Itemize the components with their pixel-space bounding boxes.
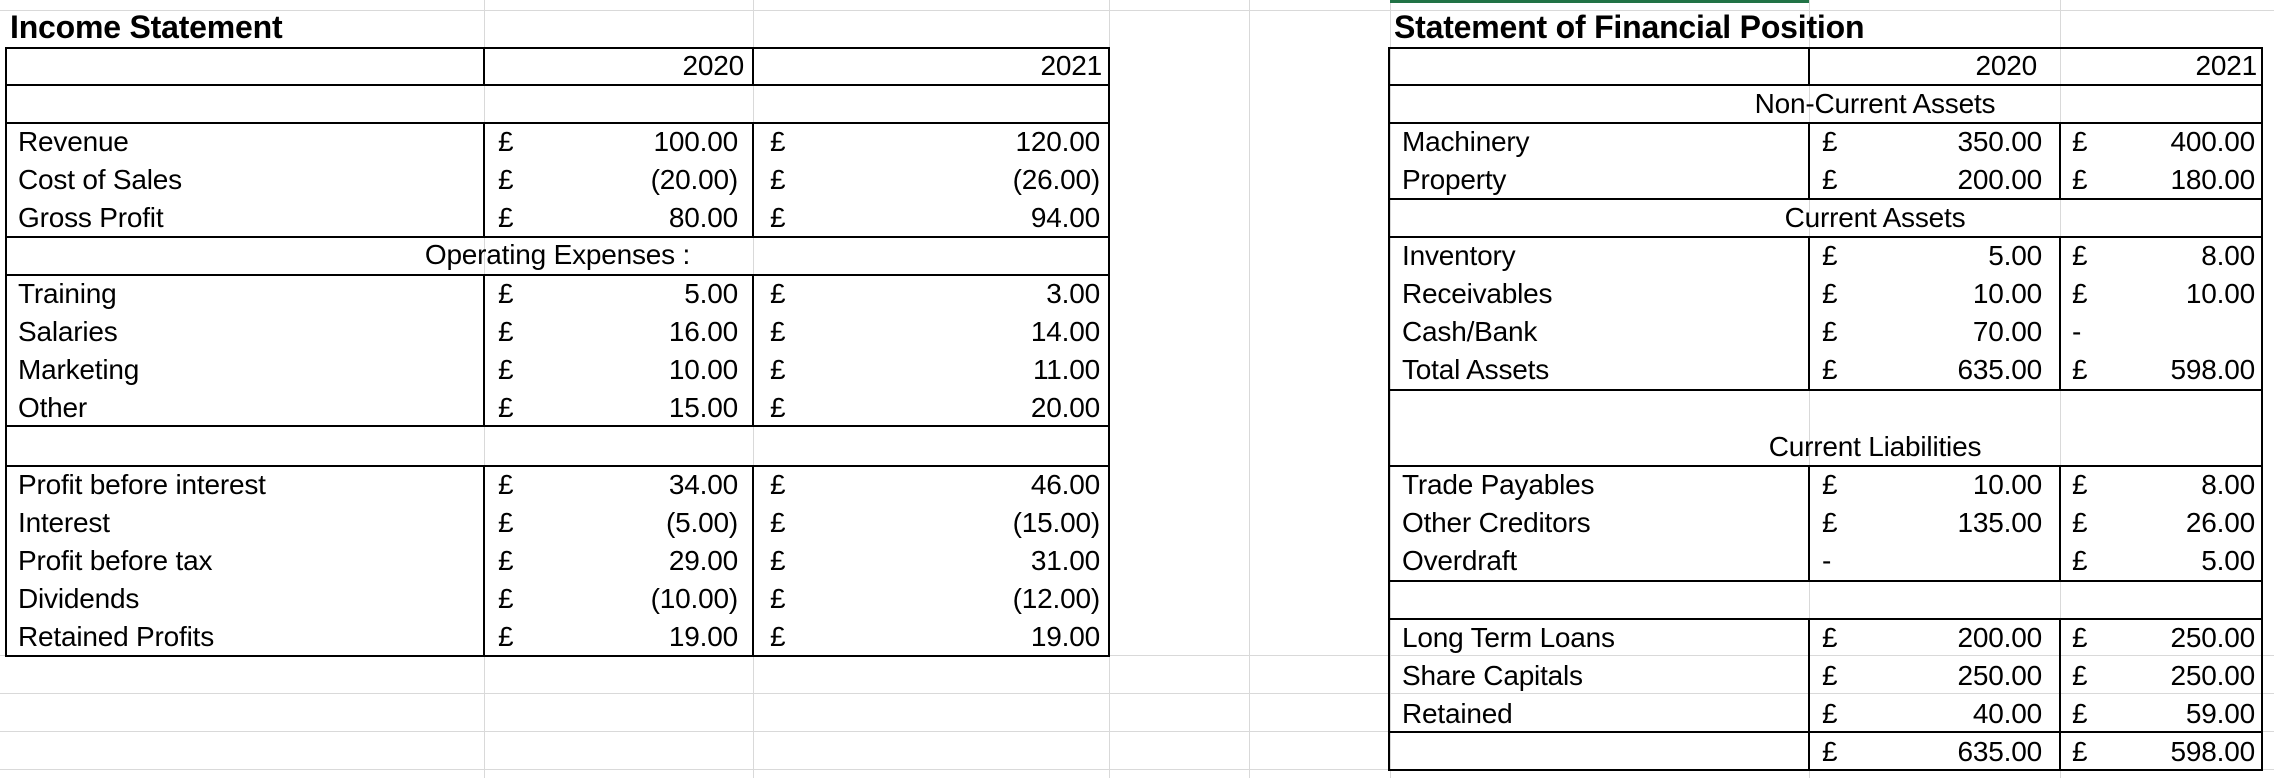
value-2020: (5.00) (666, 507, 738, 538)
value-2021: 94.00 (1030, 202, 1100, 233)
row-label: Property (1402, 164, 1507, 195)
row-label: Total Assets (1402, 354, 1550, 385)
row-label: Interest (18, 507, 110, 538)
currency-symbol: £ (498, 278, 514, 309)
value-2021: 26.00 (2185, 507, 2255, 538)
value-2020: 250.00 (1957, 660, 2042, 691)
border (1108, 47, 1110, 657)
value-2021: 14.00 (1030, 316, 1100, 347)
currency-symbol: £ (770, 583, 786, 614)
value-2020: 350.00 (1957, 126, 2042, 157)
border (483, 465, 485, 657)
border (752, 274, 754, 427)
currency-symbol: - (1822, 545, 1832, 576)
value-2021: 20.00 (1030, 392, 1100, 423)
value-2021: 120.00 (1015, 126, 1100, 157)
value-2020: 635.00 (1957, 354, 2042, 385)
value-2021: 10.00 (2185, 278, 2255, 309)
row-label: Share Capitals (1402, 660, 1583, 691)
value-2020: 40.00 (1972, 698, 2042, 729)
row-label: Trade Payables (1402, 469, 1595, 500)
selection-accent (1390, 0, 1809, 3)
currency-symbol: £ (770, 202, 786, 233)
value-2020: 135.00 (1957, 507, 2042, 538)
current-liabilities-heading: Current Liabilities (1768, 431, 1982, 462)
row-label: Machinery (1402, 126, 1530, 157)
currency-symbol: £ (2072, 469, 2088, 500)
row-label: Retained Profits (18, 621, 215, 652)
currency-symbol: £ (2072, 240, 2088, 271)
currency-symbol: £ (1822, 660, 1838, 691)
row-label: Revenue (18, 126, 129, 157)
gridline (1249, 0, 1250, 778)
currency-symbol: £ (770, 164, 786, 195)
border (2059, 122, 2061, 200)
current-assets-heading: Current Assets (1784, 202, 1966, 233)
currency-symbol: £ (770, 392, 786, 423)
value-2021: 180.00 (2170, 164, 2255, 195)
currency-symbol: £ (1822, 278, 1838, 309)
value-2020: 5.00 (1988, 240, 2042, 271)
currency-symbol: £ (2072, 126, 2088, 157)
currency-symbol: £ (498, 354, 514, 385)
border (483, 122, 485, 238)
currency-symbol: £ (770, 278, 786, 309)
operating-expenses-heading: Operating Expenses : (424, 239, 691, 270)
border (752, 47, 754, 85)
border (752, 122, 754, 238)
value-2020: 34.00 (668, 469, 738, 500)
row-label: Inventory (1402, 240, 1516, 271)
border (2059, 618, 2061, 771)
value-2021: 3.00 (1046, 278, 1100, 309)
currency-symbol: £ (770, 621, 786, 652)
currency-symbol: £ (770, 469, 786, 500)
value-2021: 250.00 (2170, 660, 2255, 691)
border (1808, 47, 1810, 85)
value-2021: 31.00 (1030, 545, 1100, 576)
value-2021: 8.00 (2201, 240, 2255, 271)
income-statement-title: Income Statement (10, 9, 283, 45)
value-2021: (15.00) (1012, 507, 1100, 538)
border (5, 47, 7, 657)
value-2020: 10.00 (1972, 469, 2042, 500)
currency-symbol: £ (1822, 469, 1838, 500)
year-header-2020: 2020 (682, 50, 744, 81)
currency-symbol: £ (770, 126, 786, 157)
value-2021: 400.00 (2170, 126, 2255, 157)
row-label: Dividends (18, 583, 140, 614)
currency-symbol: £ (498, 392, 514, 423)
border (483, 47, 485, 85)
border (1388, 47, 1390, 771)
row-label: Salaries (18, 316, 118, 347)
border (483, 274, 485, 427)
currency-symbol: £ (498, 583, 514, 614)
row-label: Receivables (1402, 278, 1553, 309)
currency-symbol: £ (1822, 354, 1838, 385)
value-2020: (10.00) (650, 583, 738, 614)
currency-symbol: £ (498, 545, 514, 576)
row-label: Training (18, 278, 117, 309)
value-2020: 635.00 (1957, 736, 2042, 767)
currency-symbol: £ (498, 621, 514, 652)
value-2021: 598.00 (2170, 736, 2255, 767)
border (2059, 236, 2061, 391)
row-label: Marketing (18, 354, 140, 385)
currency-symbol: £ (498, 202, 514, 233)
currency-symbol: £ (2072, 622, 2088, 653)
row-label: Long Term Loans (1402, 622, 1615, 653)
year-header-2021: 2021 (1040, 50, 1102, 81)
currency-symbol: £ (498, 126, 514, 157)
row-label: Cost of Sales (18, 164, 182, 195)
border (2261, 47, 2263, 771)
currency-symbol: £ (498, 469, 514, 500)
border (1388, 389, 2263, 391)
border (2059, 465, 2061, 582)
value-2021: 11.00 (1033, 354, 1100, 385)
row-label: Overdraft (1402, 545, 1517, 576)
value-2020: 100.00 (653, 126, 738, 157)
currency-symbol: £ (2072, 698, 2088, 729)
value-2021: 250.00 (2170, 622, 2255, 653)
border (1808, 122, 1810, 200)
value-2021: 8.00 (2201, 469, 2255, 500)
value-2021: (26.00) (1012, 164, 1100, 195)
currency-symbol: £ (1822, 316, 1838, 347)
currency-symbol: - (2072, 316, 2082, 347)
currency-symbol: £ (1822, 126, 1838, 157)
value-2021: 5.00 (2201, 545, 2255, 576)
value-2021: 19.00 (1030, 621, 1100, 652)
row-label: Other (18, 392, 88, 423)
currency-symbol: £ (498, 507, 514, 538)
border (1808, 465, 1810, 582)
currency-symbol: £ (1822, 164, 1838, 195)
year-header-2020: 2020 (1975, 50, 2037, 81)
currency-symbol: £ (770, 354, 786, 385)
value-2020: 5.00 (684, 278, 738, 309)
value-2020: 29.00 (668, 545, 738, 576)
currency-symbol: £ (1822, 622, 1838, 653)
border (752, 465, 754, 657)
row-label: Profit before interest (18, 469, 266, 500)
currency-symbol: £ (2072, 660, 2088, 691)
value-2020 (1870, 542, 2042, 580)
value-2021: (12.00) (1012, 583, 1100, 614)
value-2021 (2110, 313, 2255, 351)
financial-position-title: Statement of Financial Position (1394, 9, 1865, 45)
currency-symbol: £ (1822, 240, 1838, 271)
currency-symbol: £ (2072, 545, 2088, 576)
currency-symbol: £ (2072, 507, 2088, 538)
currency-symbol: £ (498, 164, 514, 195)
value-2020: 10.00 (668, 354, 738, 385)
year-header-2021: 2021 (2195, 50, 2257, 81)
value-2020: 80.00 (668, 202, 738, 233)
value-2020: 200.00 (1957, 164, 2042, 195)
row-label: Profit before tax (18, 545, 213, 576)
value-2021: 46.00 (1030, 469, 1100, 500)
currency-symbol: £ (2072, 278, 2088, 309)
row-label: Other Creditors (1402, 507, 1591, 538)
non-current-assets-heading: Non-Current Assets (1754, 88, 1996, 119)
value-2020: 70.00 (1972, 316, 2042, 347)
currency-symbol: £ (770, 545, 786, 576)
gridline (0, 10, 2274, 11)
value-2020: 19.00 (668, 621, 738, 652)
currency-symbol: £ (1822, 507, 1838, 538)
row-label: Cash/Bank (1402, 316, 1538, 347)
value-2020: 10.00 (1972, 278, 2042, 309)
currency-symbol: £ (2072, 354, 2088, 385)
value-2021: 59.00 (2185, 698, 2255, 729)
border (1808, 618, 1810, 771)
value-2020: (20.00) (650, 164, 738, 195)
currency-symbol: £ (2072, 164, 2088, 195)
value-2021: 598.00 (2170, 354, 2255, 385)
value-2020: 15.00 (668, 392, 738, 423)
border (1388, 580, 2263, 582)
currency-symbol: £ (1822, 698, 1838, 729)
currency-symbol: £ (2072, 736, 2088, 767)
value-2020: 200.00 (1957, 622, 2042, 653)
currency-symbol: £ (1822, 736, 1838, 767)
value-2020: 16.00 (668, 316, 738, 347)
border (1808, 236, 1810, 391)
row-label: Retained (1402, 698, 1513, 729)
currency-symbol: £ (770, 316, 786, 347)
row-label: Gross Profit (18, 202, 164, 233)
currency-symbol: £ (498, 316, 514, 347)
currency-symbol: £ (770, 507, 786, 538)
